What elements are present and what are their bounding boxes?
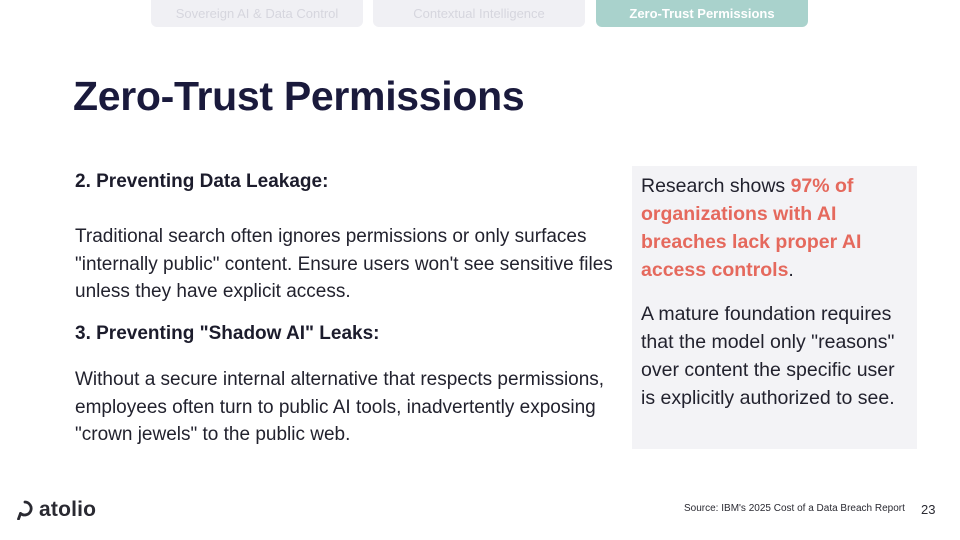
callout-foundation-text: A mature foundation requires that the model only "reasons" over content the specific user is explicitly authorized to see.	[641, 303, 895, 409]
callout-statistic	[641, 172, 909, 284]
tab-sovereign-ai[interactable]: Sovereign AI & Data Control	[151, 0, 363, 27]
section-tabs	[0, 0, 960, 28]
atolio-logo-icon	[17, 500, 33, 520]
source-citation: Source: IBM's 2025 Cost of a Data Breach Report	[684, 503, 905, 514]
tab-zero-trust-permissions[interactable]: Zero-Trust Permissions	[596, 0, 808, 27]
tab-contextual-intelligence[interactable]: Contextual Intelligence	[373, 0, 585, 27]
callout-highlight: 97% of organizations with AI breaches lack proper AI access controls	[641, 175, 862, 281]
page-title: Zero-Trust Permissions	[73, 73, 525, 119]
callout-end: .	[788, 259, 794, 281]
page-number: 23	[921, 502, 936, 517]
section-heading-shadow-ai: 3. Preventing "Shadow AI" Leaks:	[75, 323, 380, 344]
section-heading-data-leakage: 2. Preventing Data Leakage:	[75, 171, 329, 192]
section-body-data-leakage: Traditional search often ignores permissions or only surfaces "internally public" content. Ensure users won't see sensitive files unless they have explicit access.	[75, 226, 613, 302]
research-callout	[632, 166, 917, 449]
logo-text: atolio	[39, 498, 97, 521]
section-body-shadow-ai: Without a secure internal alternative that respects permissions, employees often turn to public AI tools, inadvertently exposing "crown jewels" to the public web.	[75, 369, 605, 445]
callout-intro: Research shows	[641, 175, 791, 197]
atolio-logo	[17, 497, 96, 523]
